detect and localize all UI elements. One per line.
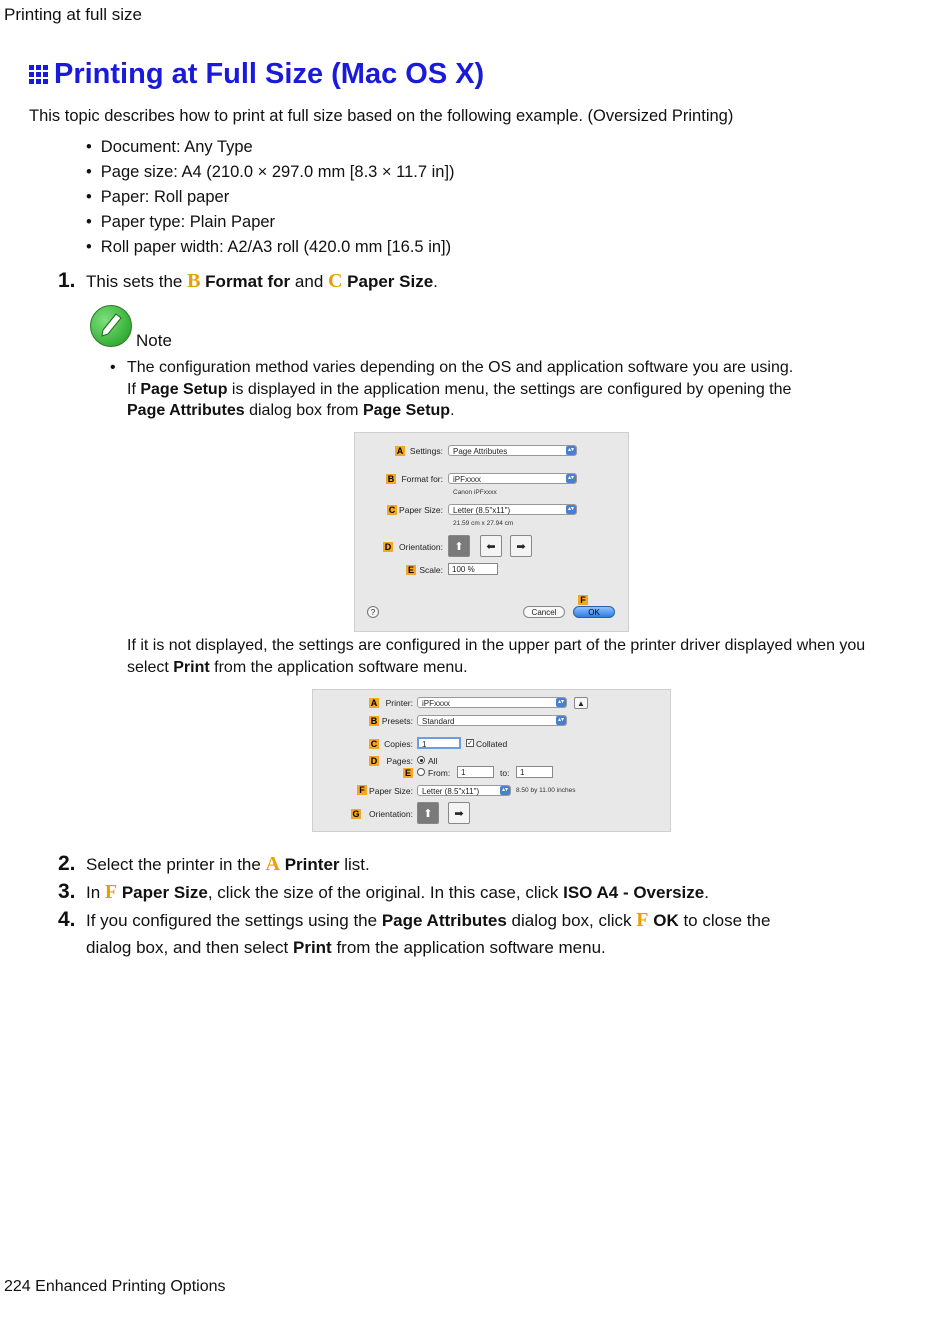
portrait-icon[interactable]: ⬆ xyxy=(448,535,470,557)
to-label: to: xyxy=(500,768,510,778)
paper-size-label: Paper Size: xyxy=(399,505,443,515)
collated-checkbox[interactable]: ✓ xyxy=(467,740,473,747)
term-paper-size: Paper Size xyxy=(342,272,434,291)
format-for-popup[interactable] xyxy=(448,473,577,484)
step-text: and xyxy=(290,272,328,291)
badge-a: A xyxy=(370,698,378,708)
step-2 xyxy=(58,853,370,876)
ref-letter-a: A xyxy=(265,853,280,875)
settings-popup[interactable] xyxy=(448,445,577,456)
presets-popup[interactable] xyxy=(417,715,567,726)
list-item: • Roll paper width: A2/A3 roll (420.0 mm [16.5 in]) xyxy=(86,237,455,262)
page-footer: 224 Enhanced Printing Options xyxy=(4,1278,226,1295)
step-3 xyxy=(58,881,709,904)
portrait-icon[interactable]: ⬆ xyxy=(417,802,439,824)
ok-button[interactable]: OK xyxy=(573,606,615,618)
badge-f: F xyxy=(357,785,367,795)
to-input[interactable]: 1 xyxy=(516,766,553,778)
list-item: • Document: Any Type xyxy=(86,137,455,162)
term-ok: OK xyxy=(648,911,679,930)
pages-label: Pages: xyxy=(386,756,413,766)
badge-c: C xyxy=(388,505,396,515)
badge-d: D xyxy=(384,542,392,552)
term-paper-size: Paper Size xyxy=(117,883,208,902)
popup-arrow-icon: ▴▾ xyxy=(501,787,509,793)
presets-label: Presets: xyxy=(381,716,413,726)
badge-b: B xyxy=(387,474,395,484)
term-printer: Printer xyxy=(280,855,340,874)
term-print: Print xyxy=(292,938,332,957)
note-pencil-icon xyxy=(90,305,132,347)
term-page-setup: Page Setup xyxy=(140,380,228,398)
paper-size-value: Letter (8.5"x11") xyxy=(422,787,480,796)
help-icon[interactable]: ? xyxy=(367,606,379,618)
paper-size-label: Paper Size: xyxy=(369,786,413,796)
term-page-attributes: Page Attributes xyxy=(127,402,245,419)
step-4 xyxy=(58,909,770,932)
note-line: . xyxy=(450,402,455,419)
list-item: • Page size: A4 (210.0 × 297.0 mm [8.3 × 11.7 in]) xyxy=(86,162,455,187)
step-text: In xyxy=(86,883,105,902)
step-text: dialog box, and then select xyxy=(86,938,293,957)
printer-label: Printer: xyxy=(385,698,413,708)
badge-d: D xyxy=(370,756,378,766)
from-input[interactable]: 1 xyxy=(457,766,494,778)
step-text: . xyxy=(704,883,709,902)
print-dialog-paragraph xyxy=(127,635,867,678)
step-number: 2. xyxy=(58,852,76,875)
step-number: 1. xyxy=(58,269,76,292)
badge-a: A xyxy=(396,446,404,456)
pages-all-radio[interactable] xyxy=(417,756,425,764)
paper-size-popup[interactable] xyxy=(417,785,511,796)
print-dialog-screenshot xyxy=(312,689,671,832)
step-text: from the application software menu. xyxy=(331,938,606,957)
printer-popup[interactable] xyxy=(417,697,567,708)
copies-label: Copies: xyxy=(384,739,413,749)
note-text xyxy=(110,357,870,422)
from-label: From: xyxy=(428,768,451,778)
format-for-value: iPFxxxx xyxy=(453,475,481,484)
collated-label: Collated xyxy=(476,739,508,749)
step-4-continued xyxy=(86,937,606,959)
popup-arrow-icon: ▴▾ xyxy=(567,506,575,512)
ref-letter-f: F xyxy=(636,909,649,931)
step-text: , click the size of the original. In this case, click xyxy=(207,883,564,902)
badge-e: E xyxy=(404,768,411,778)
step-text: dialog box, click xyxy=(506,911,637,930)
popup-arrow-icon: ▴▾ xyxy=(557,699,565,705)
paper-size-popup[interactable] xyxy=(448,504,577,515)
landscape-left-icon[interactable]: ⬅ xyxy=(480,535,502,557)
intro-paragraph: This topic describes how to print at full size based on the following example. (Oversized Printing) xyxy=(29,107,734,125)
format-for-label: Format for: xyxy=(401,474,443,484)
orientation-label: Orientation: xyxy=(369,809,413,819)
badge-c: C xyxy=(370,739,378,749)
paragraph-text: from the application software menu. xyxy=(209,658,468,676)
example-list xyxy=(86,137,455,262)
note-label: Note xyxy=(136,331,172,350)
term-print: Print xyxy=(173,658,210,676)
orientation-label: Orientation: xyxy=(399,542,443,552)
scale-input[interactable]: 100 % xyxy=(448,563,498,575)
page-title-text: Printing at Full Size (Mac OS X) xyxy=(54,58,485,90)
landscape-right-icon[interactable]: ➡ xyxy=(510,535,532,557)
note-line: The configuration method varies depending on the OS and application software you are using. xyxy=(127,359,794,376)
step-number: 4. xyxy=(58,908,76,931)
cancel-button[interactable]: Cancel xyxy=(523,606,565,618)
printer-value: iPFxxxx xyxy=(422,699,450,708)
step-1 xyxy=(58,270,438,293)
term-iso-a4-oversize: ISO A4 - Oversize xyxy=(563,883,705,902)
ref-letter-f: F xyxy=(104,881,118,903)
step-number: 3. xyxy=(58,880,76,903)
term-format-for: Format for xyxy=(200,272,291,291)
step-text: to close the xyxy=(678,911,771,930)
settings-value: Page Attributes xyxy=(453,447,508,456)
badge-g: G xyxy=(352,809,360,819)
popup-arrow-icon: ▴▾ xyxy=(557,717,565,723)
paragraph-text: If it is not displayed, the settings are configured in the upper part of the printer driver displayed when you select xyxy=(127,637,866,676)
note-line: is displayed in the application menu, the settings are configured by opening the xyxy=(227,380,792,398)
format-sub: Canon iPFxxxx xyxy=(453,489,497,496)
badge-f: F xyxy=(578,595,588,605)
scale-label: Scale: xyxy=(419,565,443,575)
page-setup-dialog-screenshot xyxy=(354,432,629,632)
list-item: • Paper: Roll paper xyxy=(86,187,455,212)
copies-input[interactable]: 1 xyxy=(417,737,461,749)
disclosure-button[interactable]: ▲ xyxy=(574,697,588,709)
step-text: . xyxy=(433,272,438,291)
ref-letter-c: C xyxy=(328,270,343,292)
step-text: Select the printer in the xyxy=(86,855,266,874)
settings-label: Settings: xyxy=(409,446,443,456)
note-bullet: • xyxy=(110,359,116,376)
paper-size-sub: 8.50 by 11.00 inches xyxy=(516,787,576,794)
step-text: If you configured the settings using the xyxy=(86,911,382,930)
note-line: If xyxy=(127,380,141,398)
popup-arrow-icon: ▴▾ xyxy=(567,475,575,481)
page-title xyxy=(29,58,484,91)
badge-b: B xyxy=(370,716,378,726)
landscape-icon[interactable]: ➡ xyxy=(448,802,470,824)
step-text: This sets the xyxy=(86,272,188,291)
pages-from-radio[interactable] xyxy=(417,768,425,776)
paper-size-sub: 21.59 cm x 27.94 cm xyxy=(453,520,514,527)
term-page-attributes: Page Attributes xyxy=(381,911,507,930)
term-page-setup: Page Setup xyxy=(362,402,451,419)
step-text: list. xyxy=(339,855,370,874)
list-item: • Paper type: Plain Paper xyxy=(86,212,455,237)
ref-letter-b: B xyxy=(187,270,201,292)
running-head: Printing at full size xyxy=(4,5,142,24)
section-grid-icon xyxy=(29,65,48,84)
paper-size-value: Letter (8.5"x11") xyxy=(453,506,511,515)
badge-e: E xyxy=(407,565,414,575)
popup-arrow-icon: ▴▾ xyxy=(567,447,575,453)
presets-value: Standard xyxy=(422,717,455,726)
pages-all-label: All xyxy=(428,756,438,766)
note-line: dialog box from xyxy=(244,402,363,419)
